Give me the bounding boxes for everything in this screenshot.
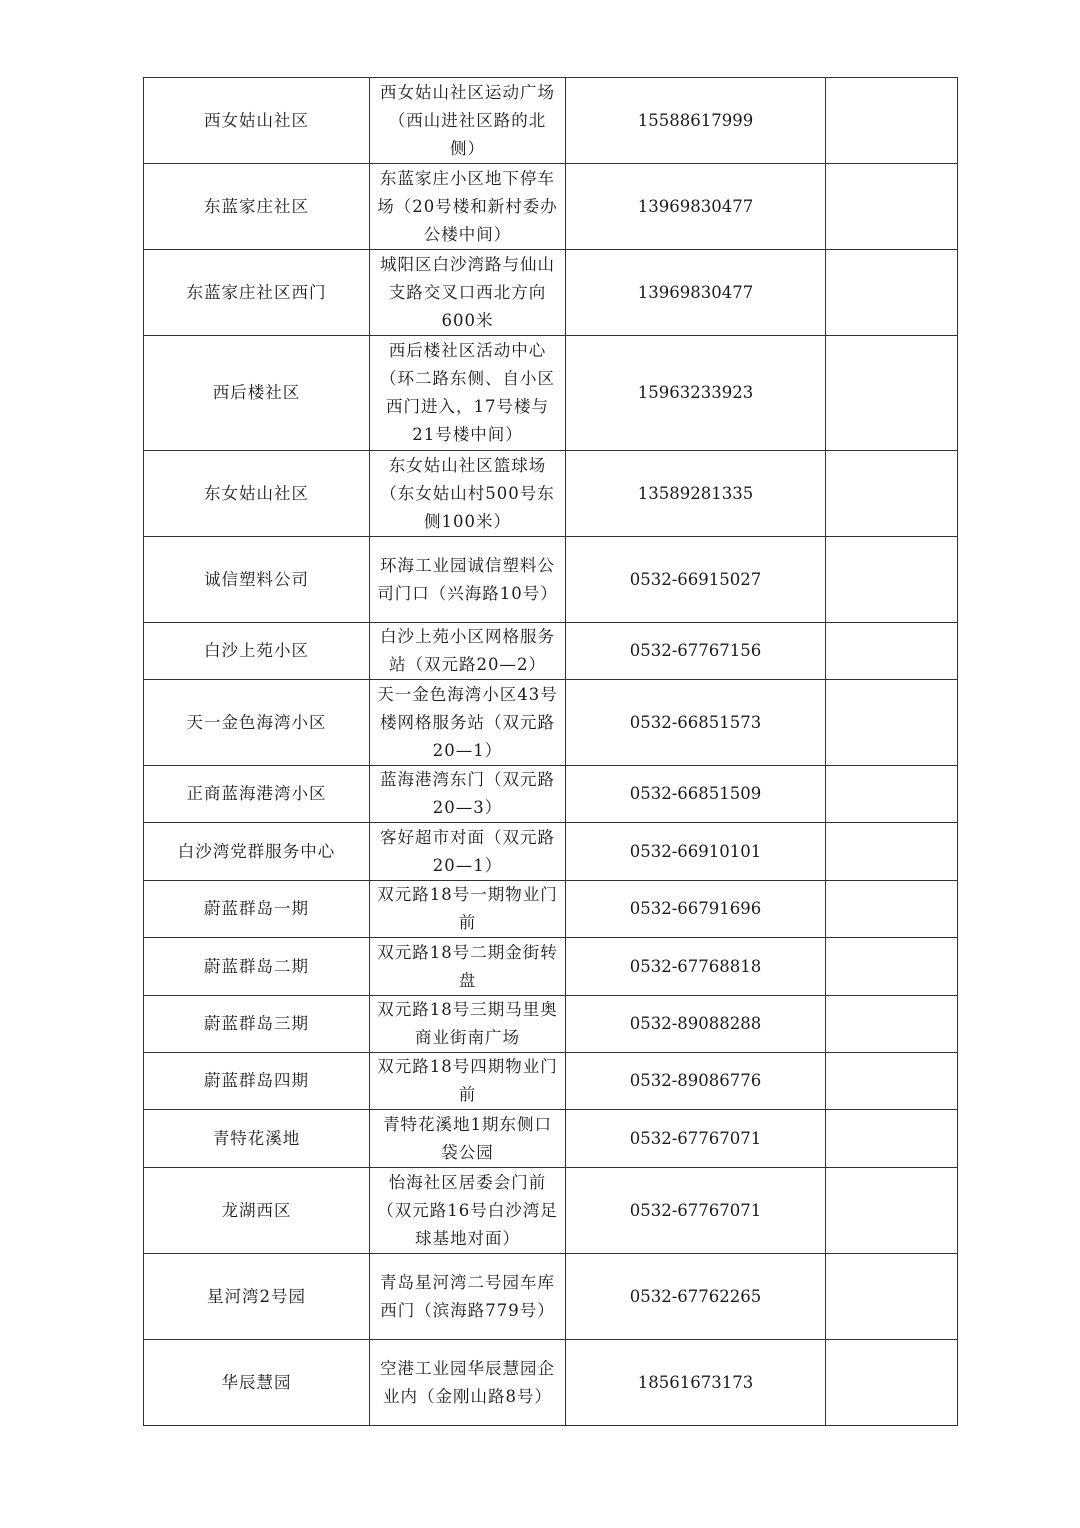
site-note xyxy=(826,623,958,680)
site-name: 天一金色海湾小区 xyxy=(144,680,370,766)
table-row xyxy=(144,78,958,164)
site-location: 双元路18号四期物业门前 xyxy=(370,1053,566,1110)
site-phone: 0532-67767156 xyxy=(566,623,826,680)
site-location: 城阳区白沙湾路与仙山支路交叉口西北方向600米 xyxy=(370,250,566,336)
site-name: 西女姑山社区 xyxy=(144,78,370,164)
site-phone: 0532-67768818 xyxy=(566,938,826,996)
site-name: 东女姑山社区 xyxy=(144,451,370,537)
site-phone: 13589281335 xyxy=(566,451,826,537)
site-name: 蔚蓝群岛三期 xyxy=(144,996,370,1053)
site-phone: 0532-66851509 xyxy=(566,766,826,823)
site-phone: 18561673173 xyxy=(566,1340,826,1426)
site-phone: 0532-66791696 xyxy=(566,881,826,938)
site-location: 天一金色海湾小区43号楼网格服务站（双元路20—1） xyxy=(370,680,566,766)
site-note xyxy=(826,881,958,938)
site-phone: 0532-89086776 xyxy=(566,1053,826,1110)
site-location: 青特花溪地1期东侧口袋公园 xyxy=(370,1110,566,1168)
site-phone: 0532-66915027 xyxy=(566,537,826,623)
site-location: 西女姑山社区运动广场（西山进社区路的北侧） xyxy=(370,78,566,164)
site-location: 青岛星河湾二号园车库西门（滨海路779号） xyxy=(370,1254,566,1340)
site-phone: 15963233923 xyxy=(566,336,826,451)
site-note xyxy=(826,1254,958,1340)
table-row xyxy=(144,1340,958,1426)
site-note xyxy=(826,250,958,336)
site-note xyxy=(826,823,958,881)
site-phone: 0532-67767071 xyxy=(566,1168,826,1254)
site-phone: 0532-67762265 xyxy=(566,1254,826,1340)
site-note xyxy=(826,766,958,823)
site-note xyxy=(826,537,958,623)
site-location: 双元路18号二期金街转盘 xyxy=(370,938,566,996)
site-note xyxy=(826,164,958,250)
site-name: 华辰慧园 xyxy=(144,1340,370,1426)
table-row xyxy=(144,250,958,336)
site-note xyxy=(826,1340,958,1426)
table-row xyxy=(144,623,958,680)
site-location: 双元路18号三期马里奥商业街南广场 xyxy=(370,996,566,1053)
table-row xyxy=(144,451,958,537)
site-location: 怡海社区居委会门前（双元路16号白沙湾足球基地对面） xyxy=(370,1168,566,1254)
site-name: 蔚蓝群岛二期 xyxy=(144,938,370,996)
table-row xyxy=(144,1053,958,1110)
sampling-sites-table xyxy=(143,77,958,1426)
site-phone: 13969830477 xyxy=(566,250,826,336)
site-note xyxy=(826,1110,958,1168)
site-name: 西后楼社区 xyxy=(144,336,370,451)
site-note xyxy=(826,680,958,766)
site-location: 西后楼社区活动中心（环二路东侧、自小区西门进入，17号楼与21号楼中间） xyxy=(370,336,566,451)
site-phone: 0532-66910101 xyxy=(566,823,826,881)
table-row xyxy=(144,680,958,766)
table-row xyxy=(144,164,958,250)
site-name: 诚信塑料公司 xyxy=(144,537,370,623)
table-row xyxy=(144,537,958,623)
site-name: 正商蓝海港湾小区 xyxy=(144,766,370,823)
site-location: 环海工业园诚信塑料公司门口（兴海路10号） xyxy=(370,537,566,623)
site-phone: 0532-66851573 xyxy=(566,680,826,766)
site-location: 客好超市对面（双元路20—1） xyxy=(370,823,566,881)
site-location: 白沙上苑小区网格服务站（双元路20—2） xyxy=(370,623,566,680)
table-row xyxy=(144,938,958,996)
site-note xyxy=(826,78,958,164)
table-row xyxy=(144,1254,958,1340)
site-phone: 13969830477 xyxy=(566,164,826,250)
table-row xyxy=(144,1168,958,1254)
site-location: 东蓝家庄小区地下停车场（20号楼和新村委办公楼中间） xyxy=(370,164,566,250)
site-note xyxy=(826,1168,958,1254)
site-name: 东蓝家庄社区西门 xyxy=(144,250,370,336)
table-row xyxy=(144,881,958,938)
site-name: 蔚蓝群岛四期 xyxy=(144,1053,370,1110)
site-name: 白沙湾党群服务中心 xyxy=(144,823,370,881)
site-name: 龙湖西区 xyxy=(144,1168,370,1254)
site-note xyxy=(826,996,958,1053)
table-row xyxy=(144,1110,958,1168)
site-name: 蔚蓝群岛一期 xyxy=(144,881,370,938)
site-note xyxy=(826,336,958,451)
site-location: 双元路18号一期物业门前 xyxy=(370,881,566,938)
table-row xyxy=(144,996,958,1053)
site-location: 东女姑山社区篮球场（东女姑山村500号东侧100米） xyxy=(370,451,566,537)
site-note xyxy=(826,938,958,996)
site-phone: 0532-67767071 xyxy=(566,1110,826,1168)
site-location: 蓝海港湾东门（双元路20—3） xyxy=(370,766,566,823)
table-row xyxy=(144,766,958,823)
site-name: 白沙上苑小区 xyxy=(144,623,370,680)
site-location: 空港工业园华辰慧园企业内（金刚山路8号） xyxy=(370,1340,566,1426)
site-note xyxy=(826,1053,958,1110)
table-row xyxy=(144,336,958,451)
site-name: 东蓝家庄社区 xyxy=(144,164,370,250)
table-row xyxy=(144,823,958,881)
site-note xyxy=(826,451,958,537)
table-body xyxy=(144,78,958,1426)
site-phone: 0532-89088288 xyxy=(566,996,826,1053)
site-name: 星河湾2号园 xyxy=(144,1254,370,1340)
site-phone: 15588617999 xyxy=(566,78,826,164)
site-name: 青特花溪地 xyxy=(144,1110,370,1168)
